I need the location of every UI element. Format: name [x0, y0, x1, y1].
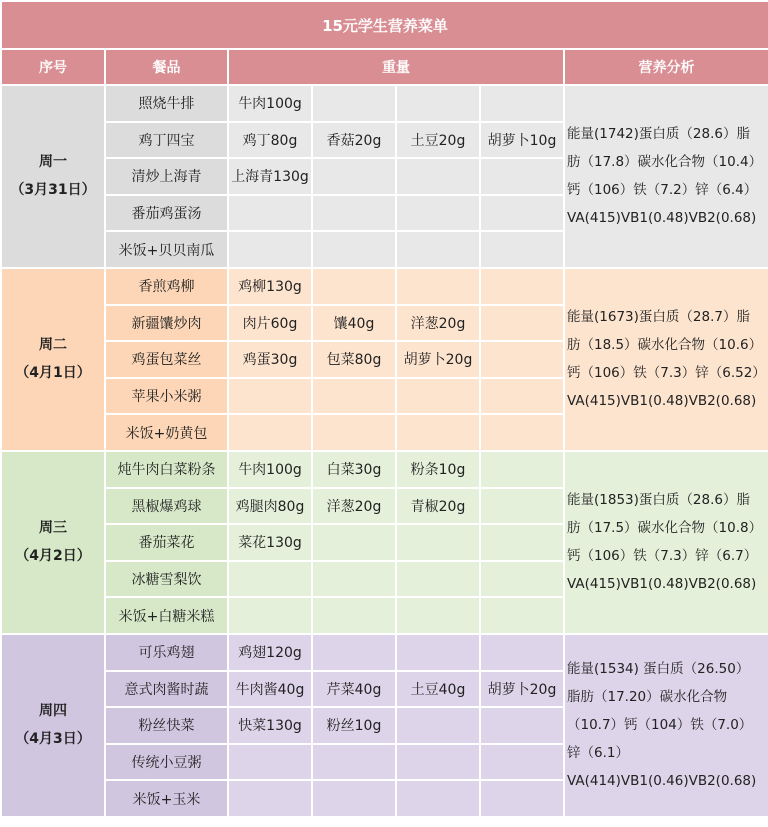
weight-cell: [480, 707, 564, 744]
day-name: 周三: [39, 520, 67, 537]
weight-cell: 鸡翅120g: [228, 634, 312, 671]
nutrition-line: 肪（17.8）碳水化合物（10.4）: [567, 154, 763, 171]
weight-cell: [480, 158, 564, 195]
weight-cell: [312, 780, 396, 817]
weight-cell: [396, 158, 480, 195]
weight-cell: 牛肉100g: [228, 451, 312, 488]
day-name: 周二: [39, 337, 67, 354]
nutrition-line: 钙（106）铁（7.3）锌（6.7）: [567, 548, 758, 565]
dish-name: 苹果小米粥: [105, 378, 228, 415]
weight-cell: 鸡柳130g: [228, 268, 312, 305]
header-nutrition: 营养分析: [564, 49, 768, 85]
day-name: 周一: [39, 154, 67, 171]
weight-cell: [396, 378, 480, 415]
weight-cell: [480, 268, 564, 305]
dish-name: 粉丝快菜: [105, 707, 228, 744]
weight-cell: [396, 268, 480, 305]
weight-cell: [480, 780, 564, 817]
day-date: （3月31日）: [10, 182, 96, 199]
weight-cell: [228, 561, 312, 598]
weight-cell: [480, 231, 564, 268]
dish-name: 清炒上海青: [105, 158, 228, 195]
nutrition-analysis: [564, 634, 768, 817]
day-date: （4月3日）: [15, 731, 91, 748]
weight-cell: [312, 744, 396, 781]
weight-cell: [480, 488, 564, 525]
weight-cell: [312, 634, 396, 671]
weight-cell: [228, 597, 312, 634]
weight-cell: [480, 744, 564, 781]
weight-cell: 馕40g: [312, 305, 396, 342]
weight-cell: [396, 524, 480, 561]
day-name: 周四: [39, 703, 67, 720]
day-cell: [1, 85, 105, 268]
weight-cell: [396, 597, 480, 634]
weight-cell: [480, 451, 564, 488]
weight-cell: 包菜80g: [312, 341, 396, 378]
nutrition-line: 钙（106）铁（7.3）锌（6.52）: [567, 365, 766, 382]
nutrition-line: 能量(1534) 蛋白质（26.50）: [567, 661, 750, 678]
dish-row: [1, 268, 768, 305]
weight-cell: 芹菜40g: [312, 671, 396, 708]
weight-cell: [396, 780, 480, 817]
weight-cell: 鸡丁80g: [228, 122, 312, 159]
dish-name: 照烧牛排: [105, 85, 228, 122]
weight-cell: 洋葱20g: [396, 305, 480, 342]
dish-name: 冰糖雪梨饮: [105, 561, 228, 598]
weight-cell: [396, 634, 480, 671]
nutrition-line: 锌（6.1）: [567, 745, 629, 762]
weight-cell: [480, 414, 564, 451]
weight-cell: 土豆20g: [396, 122, 480, 159]
nutrition-line: VA(415)VB1(0.48)VB2(0.68): [567, 393, 757, 410]
weight-cell: [228, 378, 312, 415]
weight-cell: [312, 378, 396, 415]
nutrition-line: VA(414)VB1(0.46)VB2(0.68): [567, 773, 757, 790]
weight-cell: [396, 414, 480, 451]
weight-cell: [312, 414, 396, 451]
nutrition-analysis: [564, 268, 768, 451]
dish-name: 鸡蛋包菜丝: [105, 341, 228, 378]
menu-title: 15元学生营养菜单: [1, 1, 768, 49]
day-date: （4月1日）: [15, 365, 91, 382]
dish-name: 鸡丁四宝: [105, 122, 228, 159]
weight-cell: [480, 378, 564, 415]
dish-name: 可乐鸡翅: [105, 634, 228, 671]
dish-name: 炖牛肉白菜粉条: [105, 451, 228, 488]
weight-cell: [228, 780, 312, 817]
dish-name: 新疆馕炒肉: [105, 305, 228, 342]
weight-cell: [312, 158, 396, 195]
weight-cell: 鸡腿肉80g: [228, 488, 312, 525]
weight-cell: [228, 414, 312, 451]
weight-cell: [480, 195, 564, 232]
dish-row: [1, 451, 768, 488]
weight-cell: 上海青130g: [228, 158, 312, 195]
weight-cell: [312, 524, 396, 561]
dish-name: 米饭+玉米: [105, 780, 228, 817]
weight-cell: [228, 195, 312, 232]
weight-cell: 土豆40g: [396, 671, 480, 708]
day-date: （4月2日）: [15, 548, 91, 565]
weight-cell: 牛肉酱40g: [228, 671, 312, 708]
weight-cell: [312, 195, 396, 232]
nutrition-line: VA(415)VB1(0.48)VB2(0.68): [567, 210, 757, 227]
nutrition-line: 钙（106）铁（7.2）锌（6.4）: [567, 182, 758, 199]
weight-cell: 粉丝10g: [312, 707, 396, 744]
weight-cell: 胡萝卜20g: [480, 671, 564, 708]
weight-cell: 快菜130g: [228, 707, 312, 744]
dish-row: [1, 634, 768, 671]
weight-cell: 粉条10g: [396, 451, 480, 488]
weight-cell: 青椒20g: [396, 488, 480, 525]
weight-cell: [480, 561, 564, 598]
header-weight: 重量: [228, 49, 564, 85]
nutrition-line: （10.7）钙（104）铁（7.0）: [567, 717, 753, 734]
weight-cell: 香菇20g: [312, 122, 396, 159]
dish-name: 番茄鸡蛋汤: [105, 195, 228, 232]
weight-cell: 胡萝卜10g: [480, 122, 564, 159]
nutrition-analysis: [564, 85, 768, 268]
weight-cell: 肉片60g: [228, 305, 312, 342]
nutrition-line: 能量(1742)蛋白质（28.6）脂: [567, 126, 750, 143]
nutrition-line: 肪（17.5）碳水化合物（10.8）: [567, 520, 763, 537]
weight-cell: [312, 85, 396, 122]
dish-name: 米饭+白糖米糕: [105, 597, 228, 634]
nutrition-line: 肪（18.5）碳水化合物（10.6）: [567, 337, 763, 354]
nutrition-line: 能量(1853)蛋白质（28.6）脂: [567, 492, 750, 509]
weight-cell: [480, 341, 564, 378]
dish-name: 米饭+奶黄包: [105, 414, 228, 451]
weight-cell: [396, 231, 480, 268]
nutrition-line: 能量(1673)蛋白质（28.7）脂: [567, 309, 750, 326]
day-cell: [1, 634, 105, 817]
day-cell: [1, 268, 105, 451]
weight-cell: 洋葱20g: [312, 488, 396, 525]
header-seq: 序号: [1, 49, 105, 85]
weight-cell: [312, 268, 396, 305]
weight-cell: [312, 231, 396, 268]
weight-cell: 白菜30g: [312, 451, 396, 488]
nutrition-analysis: [564, 451, 768, 634]
dish-name: 黑椒爆鸡球: [105, 488, 228, 525]
weight-cell: [396, 195, 480, 232]
weight-cell: [480, 597, 564, 634]
weight-cell: [480, 85, 564, 122]
weight-cell: [396, 744, 480, 781]
dish-name: 番茄菜花: [105, 524, 228, 561]
weight-cell: [228, 231, 312, 268]
weight-cell: [480, 524, 564, 561]
nutrition-line: VA(415)VB1(0.48)VB2(0.68): [567, 576, 757, 593]
weight-cell: 菜花130g: [228, 524, 312, 561]
dish-name: 传统小豆粥: [105, 744, 228, 781]
header-dish: 餐品: [105, 49, 228, 85]
dish-name: 米饭+贝贝南瓜: [105, 231, 228, 268]
dish-row: [1, 85, 768, 122]
weight-cell: 鸡蛋30g: [228, 341, 312, 378]
weight-cell: [228, 744, 312, 781]
day-cell: [1, 451, 105, 634]
weight-cell: 牛肉100g: [228, 85, 312, 122]
weight-cell: [480, 634, 564, 671]
weight-cell: [480, 305, 564, 342]
dish-name: 香煎鸡柳: [105, 268, 228, 305]
weight-cell: 胡萝卜20g: [396, 341, 480, 378]
weight-cell: [312, 597, 396, 634]
weight-cell: [396, 707, 480, 744]
weight-cell: [396, 85, 480, 122]
nutrition-line: 脂肪（17.20）碳水化合物: [567, 689, 728, 706]
weight-cell: [396, 561, 480, 598]
weight-cell: [312, 561, 396, 598]
dish-name: 意式肉酱时蔬: [105, 671, 228, 708]
